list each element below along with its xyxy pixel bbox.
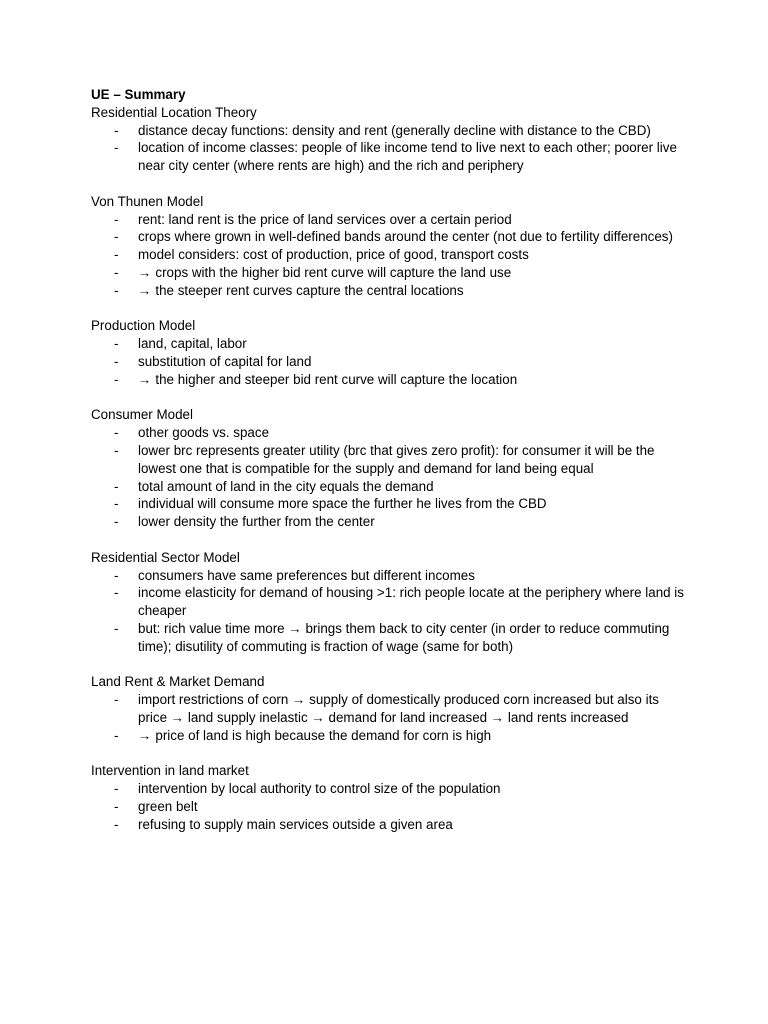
section <box>91 406 691 531</box>
dash-bullet-icon: - <box>114 336 119 352</box>
list-item <box>91 513 691 531</box>
list-item <box>91 691 691 727</box>
list-item <box>91 211 691 229</box>
dash-bullet-icon: - <box>114 442 119 458</box>
list-item-text: individual will consume more space the further he lives from the CBD <box>138 496 547 512</box>
list-item <box>91 335 691 353</box>
section <box>91 673 691 744</box>
bullet-list <box>91 567 691 656</box>
bullet-list <box>91 122 691 175</box>
section-heading: Residential Location Theory <box>91 104 257 120</box>
dash-bullet-icon: - <box>114 692 119 708</box>
list-item-text: intervention by local authority to control size of the population <box>138 781 501 797</box>
list-item <box>91 478 691 496</box>
section-heading: Production Model <box>91 318 196 334</box>
dash-bullet-icon: - <box>114 585 119 601</box>
bullet-list <box>91 424 691 531</box>
section-heading: Intervention in land market <box>91 763 249 779</box>
dash-bullet-icon: - <box>114 478 119 494</box>
dash-bullet-icon: - <box>114 567 119 583</box>
dash-bullet-icon: - <box>114 727 119 743</box>
list-item-text: the higher and steeper bid rent curve will capture the location <box>155 371 518 387</box>
section <box>91 317 691 388</box>
dash-bullet-icon: - <box>114 264 119 280</box>
section-heading: Residential Sector Model <box>91 549 240 565</box>
arrow-right-icon: → <box>138 727 152 743</box>
list-item-text: consumers have same preferences but different incomes <box>138 567 475 583</box>
dash-bullet-icon: - <box>114 496 119 512</box>
dash-bullet-icon: - <box>114 247 119 263</box>
list-item-text: lower brc represents greater utility (brc that gives zero profit): for consumer it will be the lowest one that is compatible for the supply and demand for land being equal <box>138 442 655 476</box>
list-item <box>91 246 691 264</box>
list-item-text: the steeper rent curves capture the central locations <box>155 282 464 298</box>
section-heading: Von Thunen Model <box>91 193 204 209</box>
list-item <box>91 442 691 478</box>
arrow-right-icon: → <box>138 371 152 387</box>
list-item-text: crops with the higher bid rent curve will capture the land use <box>155 264 512 280</box>
dash-bullet-icon: - <box>114 229 119 245</box>
list-item <box>91 816 691 834</box>
list-item <box>91 780 691 798</box>
dash-bullet-icon: - <box>114 620 119 636</box>
list-item-text: total amount of land in the city equals the demand <box>138 478 434 494</box>
dash-bullet-icon: - <box>114 353 119 369</box>
bullet-list <box>91 691 691 744</box>
dash-bullet-icon: - <box>114 122 119 138</box>
list-item <box>91 567 691 585</box>
list-item-text: green belt <box>138 798 198 814</box>
list-item <box>91 495 691 513</box>
arrow-right-icon: → <box>138 264 152 280</box>
section <box>91 104 691 175</box>
bullet-list <box>91 780 691 833</box>
list-item-text: substitution of capital for land <box>138 353 312 369</box>
list-item <box>91 122 691 140</box>
arrow-right-icon: → <box>138 282 152 298</box>
list-item <box>91 798 691 816</box>
list-item <box>91 353 691 371</box>
list-item-text: distance decay functions: density and rent (generally decline with distance to the CBD) <box>138 122 651 138</box>
section <box>91 762 691 833</box>
dash-bullet-icon: - <box>114 371 119 387</box>
section <box>91 549 691 656</box>
list-item <box>91 139 691 175</box>
list-item <box>91 371 691 389</box>
list-item-text: crops where grown in well-defined bands around the center (not due to fertility differences) <box>138 229 673 245</box>
dash-bullet-icon: - <box>114 781 119 797</box>
list-item-text: import restrictions of corn → supply of domestically produced corn increased but also its price → land supply inelastic → demand for land increased → land rents increased <box>138 692 659 725</box>
list-item-text: refusing to supply main services outside a given area <box>138 816 453 832</box>
section-heading: Consumer Model <box>91 407 193 423</box>
section <box>91 193 691 300</box>
bullet-list <box>91 211 691 300</box>
section-heading: Land Rent & Market Demand <box>91 674 265 690</box>
list-item-text: lower density the further from the center <box>138 514 375 530</box>
dash-bullet-icon: - <box>114 514 119 530</box>
dash-bullet-icon: - <box>114 140 119 156</box>
list-item <box>91 228 691 246</box>
document-title: UE – Summary <box>91 87 186 102</box>
bullet-list <box>91 335 691 388</box>
list-item-text: location of income classes: people of like income tend to live next to each other; poorer live near city center (where rents are high) and the rich and periphery <box>138 140 677 174</box>
list-item-text: land, capital, labor <box>138 336 247 352</box>
dash-bullet-icon: - <box>114 282 119 298</box>
list-item-text: price of land is high because the demand for corn is high <box>155 727 492 743</box>
list-item-text: other goods vs. space <box>138 425 270 441</box>
sections-container <box>91 104 691 834</box>
dash-bullet-icon: - <box>114 211 119 227</box>
dash-bullet-icon: - <box>114 798 119 814</box>
list-item-text: model considers: cost of production, price of good, transport costs <box>138 247 529 263</box>
list-item-text: rent: land rent is the price of land services over a certain period <box>138 211 512 227</box>
list-item <box>91 727 691 745</box>
document-body <box>91 86 691 851</box>
list-item <box>91 584 691 620</box>
list-item <box>91 282 691 300</box>
list-item-text: but: rich value time more → brings them back to city center (in order to reduce commuting time); disutility of commuting is fraction of wage (same for both) <box>138 620 670 654</box>
dash-bullet-icon: - <box>114 425 119 441</box>
list-item <box>91 264 691 282</box>
list-item-text: income elasticity for demand of housing >1: rich people locate at the periphery where land is cheaper <box>138 585 684 619</box>
list-item <box>91 620 691 656</box>
dash-bullet-icon: - <box>114 816 119 832</box>
list-item <box>91 424 691 442</box>
